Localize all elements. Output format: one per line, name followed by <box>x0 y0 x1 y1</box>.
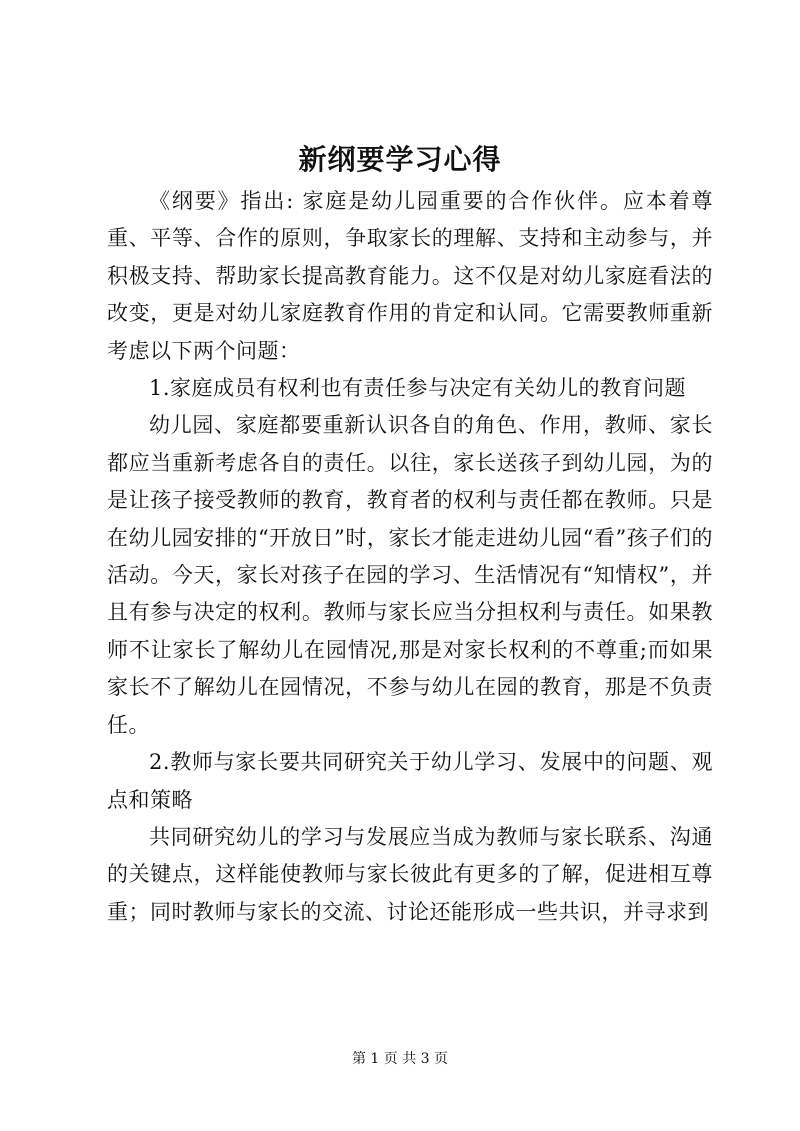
page-footer: 第 1 页 共 3 页 <box>351 1051 449 1067</box>
document-body <box>107 183 713 931</box>
paragraph-intro: 《纲要》指出: 家庭是幼儿园重要的合作伙伴。应本着尊重、平等、合作的原则，争取家长的理解、支持和主动参与，并积极支持、帮助家长提高教育能力。这不仅是对幼儿家庭看法的改变，更是对幼儿家庭教育作用的肯定和认同。它需要教师重新考虑以下两个问题： <box>107 189 713 363</box>
section-heading-2: 2.教师与家长要共同研究关于幼儿学习、发展中的问题、观点和策略 <box>107 750 713 812</box>
document-title: 新纲要学习心得 <box>298 143 502 176</box>
paragraph-section-1: 幼儿园、家庭都要重新认识各自的角色、作用，教师、家长都应当重新考虑各自的责任。以往，家长送孩子到幼儿园，为的是让孩子接受教师的教育，教育者的权利与责任都在教师。只是在幼儿园安排的“开放日”时，家长才能走进幼儿园“看”孩子们的活动。今天，家长对孩子在园的学习、生活情况有“知情权”，并且有参与决定的权利。教师与家长应当分担权利与责任。如果教师不让家长了解幼儿在园情况,那是对家长权利的不尊重;而如果家长不了解幼儿在园情况，不参与幼儿在园的教育，那是不负责任。 <box>107 413 713 737</box>
paragraph-section-2: 共同研究幼儿的学习与发展应当成为教师与家长联系、沟通的关键点，这样能使教师与家长彼此有更多的了解，促进相互尊重；同时教师与家长的交流、讨论还能形成一些共识，并寻求到 <box>107 824 713 924</box>
section-heading-1: 1.家庭成员有权利也有责任参与决定有关幼儿的教育问题 <box>149 376 687 401</box>
